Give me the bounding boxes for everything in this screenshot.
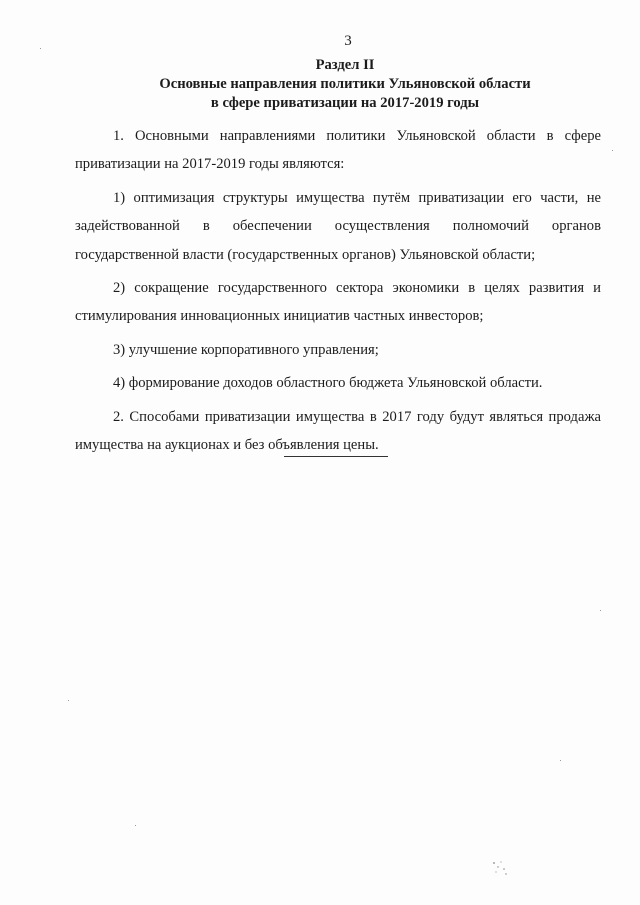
closing-rule — [284, 456, 388, 457]
paragraph-1: 1. Основными направлениями политики Ульяновской области в сфере приватизации на 2017-2019 годы являются: — [75, 128, 601, 173]
scan-speck — [600, 610, 601, 611]
paragraph-2: 1) оптимизация структуры имущества путём приватизации его части, не задействованной в обеспечении осуществления полномочий органов государственной власти (государственных органов) Ульяновской области; — [75, 189, 601, 263]
scan-speck — [612, 150, 613, 151]
scan-speck — [40, 48, 41, 49]
scan-speck — [560, 760, 561, 761]
scan-marks — [486, 853, 516, 883]
scan-speck — [135, 825, 136, 826]
page-number: 3 — [344, 33, 352, 49]
paragraph-4: 3) улучшение корпоративного управления; — [113, 341, 379, 358]
section-title-line-1: Основные направления политики Ульяновской области — [159, 76, 531, 92]
section-heading — [90, 56, 600, 113]
section-label: Раздел II — [315, 57, 375, 73]
scan-speck — [68, 700, 69, 701]
paragraph-3: 2) сокращение государственного сектора экономики в целях развития и стимулирования инновационных инициатив частных инвесторов; — [75, 280, 601, 325]
section-title-line-2: в сфере приватизации на 2017-2019 годы — [210, 95, 480, 111]
document-body — [75, 122, 601, 459]
paragraph-6: 2. Способами приватизации имущества в 2017 году будут являться продажа имущества на аукционах и без объявления цены. — [75, 408, 601, 454]
paragraph-5: 4) формирование доходов областного бюджета Ульяновской области. — [113, 375, 543, 392]
